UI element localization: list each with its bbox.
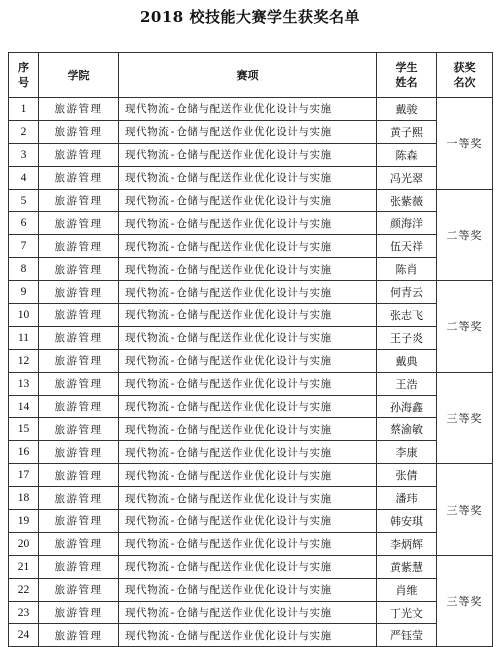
row-student-name: 李炳辉 bbox=[377, 532, 437, 555]
row-college: 旅游管理 bbox=[39, 326, 119, 349]
row-seq: 19 bbox=[9, 510, 39, 533]
row-student-name: 黄子熙 bbox=[377, 120, 437, 143]
header-seq: 序 号 bbox=[9, 53, 39, 98]
row-event: 现代物流-仓储与配送作业优化设计与实施 bbox=[119, 98, 377, 121]
row-seq: 17 bbox=[9, 464, 39, 487]
table-header-row bbox=[9, 53, 493, 98]
row-event: 现代物流-仓储与配送作业优化设计与实施 bbox=[119, 624, 377, 647]
row-student-name: 王浩 bbox=[377, 372, 437, 395]
row-college: 旅游管理 bbox=[39, 189, 119, 212]
table-row bbox=[9, 395, 493, 418]
row-student-name: 戴骏 bbox=[377, 98, 437, 121]
row-seq: 13 bbox=[9, 372, 39, 395]
table-row bbox=[9, 464, 493, 487]
row-college: 旅游管理 bbox=[39, 418, 119, 441]
row-student-name: 丁光文 bbox=[377, 601, 437, 624]
row-student-name: 伍天祥 bbox=[377, 235, 437, 258]
row-seq: 7 bbox=[9, 235, 39, 258]
row-student-name: 戴典 bbox=[377, 349, 437, 372]
row-college: 旅游管理 bbox=[39, 601, 119, 624]
row-college: 旅游管理 bbox=[39, 304, 119, 327]
row-event: 现代物流-仓储与配送作业优化设计与实施 bbox=[119, 578, 377, 601]
row-seq: 18 bbox=[9, 487, 39, 510]
row-award: 一等奖 bbox=[437, 98, 493, 190]
row-student-name: 李康 bbox=[377, 441, 437, 464]
row-event: 现代物流-仓储与配送作业优化设计与实施 bbox=[119, 532, 377, 555]
row-college: 旅游管理 bbox=[39, 372, 119, 395]
row-event: 现代物流-仓储与配送作业优化设计与实施 bbox=[119, 166, 377, 189]
row-event: 现代物流-仓储与配送作业优化设计与实施 bbox=[119, 212, 377, 235]
row-seq: 22 bbox=[9, 578, 39, 601]
row-award: 三等奖 bbox=[437, 372, 493, 464]
row-college: 旅游管理 bbox=[39, 624, 119, 647]
table-row bbox=[9, 189, 493, 212]
row-seq: 14 bbox=[9, 395, 39, 418]
table-row bbox=[9, 510, 493, 533]
table-row bbox=[9, 235, 493, 258]
row-seq: 16 bbox=[9, 441, 39, 464]
row-college: 旅游管理 bbox=[39, 120, 119, 143]
row-event: 现代物流-仓储与配送作业优化设计与实施 bbox=[119, 326, 377, 349]
row-college: 旅游管理 bbox=[39, 166, 119, 189]
row-seq: 24 bbox=[9, 624, 39, 647]
row-seq: 8 bbox=[9, 258, 39, 281]
table-row bbox=[9, 212, 493, 235]
row-student-name: 韩安琪 bbox=[377, 510, 437, 533]
row-event: 现代物流-仓储与配送作业优化设计与实施 bbox=[119, 235, 377, 258]
row-event: 现代物流-仓储与配送作业优化设计与实施 bbox=[119, 487, 377, 510]
row-college: 旅游管理 bbox=[39, 441, 119, 464]
row-event: 现代物流-仓储与配送作业优化设计与实施 bbox=[119, 281, 377, 304]
row-seq: 2 bbox=[9, 120, 39, 143]
row-college: 旅游管理 bbox=[39, 258, 119, 281]
row-college: 旅游管理 bbox=[39, 510, 119, 533]
row-college: 旅游管理 bbox=[39, 212, 119, 235]
table-row bbox=[9, 120, 493, 143]
award-table bbox=[8, 52, 493, 647]
row-student-name: 肖维 bbox=[377, 578, 437, 601]
row-seq: 9 bbox=[9, 281, 39, 304]
row-college: 旅游管理 bbox=[39, 395, 119, 418]
row-event: 现代物流-仓储与配送作业优化设计与实施 bbox=[119, 258, 377, 281]
row-event: 现代物流-仓储与配送作业优化设计与实施 bbox=[119, 304, 377, 327]
row-seq: 15 bbox=[9, 418, 39, 441]
row-student-name: 孙海鑫 bbox=[377, 395, 437, 418]
row-event: 现代物流-仓储与配送作业优化设计与实施 bbox=[119, 441, 377, 464]
row-event: 现代物流-仓储与配送作业优化设计与实施 bbox=[119, 601, 377, 624]
table-row bbox=[9, 98, 493, 121]
row-event: 现代物流-仓储与配送作业优化设计与实施 bbox=[119, 555, 377, 578]
row-seq: 11 bbox=[9, 326, 39, 349]
table-row bbox=[9, 532, 493, 555]
row-college: 旅游管理 bbox=[39, 532, 119, 555]
header-event: 赛项 bbox=[119, 53, 377, 98]
row-seq: 5 bbox=[9, 189, 39, 212]
row-event: 现代物流-仓储与配送作业优化设计与实施 bbox=[119, 510, 377, 533]
table-row bbox=[9, 349, 493, 372]
row-award: 三等奖 bbox=[437, 464, 493, 556]
row-college: 旅游管理 bbox=[39, 349, 119, 372]
table-body bbox=[9, 98, 493, 647]
row-event: 现代物流-仓储与配送作业优化设计与实施 bbox=[119, 395, 377, 418]
header-student-name: 学生 姓名 bbox=[377, 53, 437, 98]
row-student-name: 张紫薇 bbox=[377, 189, 437, 212]
row-event: 现代物流-仓储与配送作业优化设计与实施 bbox=[119, 143, 377, 166]
table-row bbox=[9, 487, 493, 510]
header-college: 学院 bbox=[39, 53, 119, 98]
table-row bbox=[9, 258, 493, 281]
row-seq: 3 bbox=[9, 143, 39, 166]
table-row bbox=[9, 555, 493, 578]
row-student-name: 何青云 bbox=[377, 281, 437, 304]
row-student-name: 张志飞 bbox=[377, 304, 437, 327]
row-event: 现代物流-仓储与配送作业优化设计与实施 bbox=[119, 189, 377, 212]
row-seq: 10 bbox=[9, 304, 39, 327]
table-row bbox=[9, 372, 493, 395]
row-college: 旅游管理 bbox=[39, 143, 119, 166]
row-award: 二等奖 bbox=[437, 281, 493, 373]
row-seq: 1 bbox=[9, 98, 39, 121]
row-college: 旅游管理 bbox=[39, 555, 119, 578]
row-student-name: 颜海洋 bbox=[377, 212, 437, 235]
table-row bbox=[9, 624, 493, 647]
table-row bbox=[9, 578, 493, 601]
row-student-name: 蔡渝敏 bbox=[377, 418, 437, 441]
row-event: 现代物流-仓储与配送作业优化设计与实施 bbox=[119, 349, 377, 372]
row-seq: 6 bbox=[9, 212, 39, 235]
row-seq: 4 bbox=[9, 166, 39, 189]
row-college: 旅游管理 bbox=[39, 281, 119, 304]
table-row bbox=[9, 418, 493, 441]
row-seq: 20 bbox=[9, 532, 39, 555]
row-seq: 21 bbox=[9, 555, 39, 578]
row-student-name: 潘玮 bbox=[377, 487, 437, 510]
row-student-name: 冯光翠 bbox=[377, 166, 437, 189]
row-event: 现代物流-仓储与配送作业优化设计与实施 bbox=[119, 418, 377, 441]
row-college: 旅游管理 bbox=[39, 235, 119, 258]
row-student-name: 黄紫慧 bbox=[377, 555, 437, 578]
table-row bbox=[9, 304, 493, 327]
row-award: 二等奖 bbox=[437, 189, 493, 281]
table-row bbox=[9, 281, 493, 304]
row-student-name: 陈森 bbox=[377, 143, 437, 166]
row-event: 现代物流-仓储与配送作业优化设计与实施 bbox=[119, 372, 377, 395]
row-student-name: 张倩 bbox=[377, 464, 437, 487]
header-award: 获奖 名次 bbox=[437, 53, 493, 98]
table-row bbox=[9, 601, 493, 624]
row-award: 三等奖 bbox=[437, 555, 493, 647]
row-student-name: 严钰莹 bbox=[377, 624, 437, 647]
row-seq: 12 bbox=[9, 349, 39, 372]
table-row bbox=[9, 441, 493, 464]
row-seq: 23 bbox=[9, 601, 39, 624]
row-event: 现代物流-仓储与配送作业优化设计与实施 bbox=[119, 120, 377, 143]
row-college: 旅游管理 bbox=[39, 464, 119, 487]
row-student-name: 陈肖 bbox=[377, 258, 437, 281]
table-row bbox=[9, 166, 493, 189]
row-college: 旅游管理 bbox=[39, 98, 119, 121]
row-student-name: 王子炎 bbox=[377, 326, 437, 349]
table-row bbox=[9, 143, 493, 166]
row-college: 旅游管理 bbox=[39, 578, 119, 601]
table-row bbox=[9, 326, 493, 349]
row-event: 现代物流-仓储与配送作业优化设计与实施 bbox=[119, 464, 377, 487]
page-title: 2018 校技能大赛学生获奖名单 bbox=[140, 8, 360, 26]
row-college: 旅游管理 bbox=[39, 487, 119, 510]
